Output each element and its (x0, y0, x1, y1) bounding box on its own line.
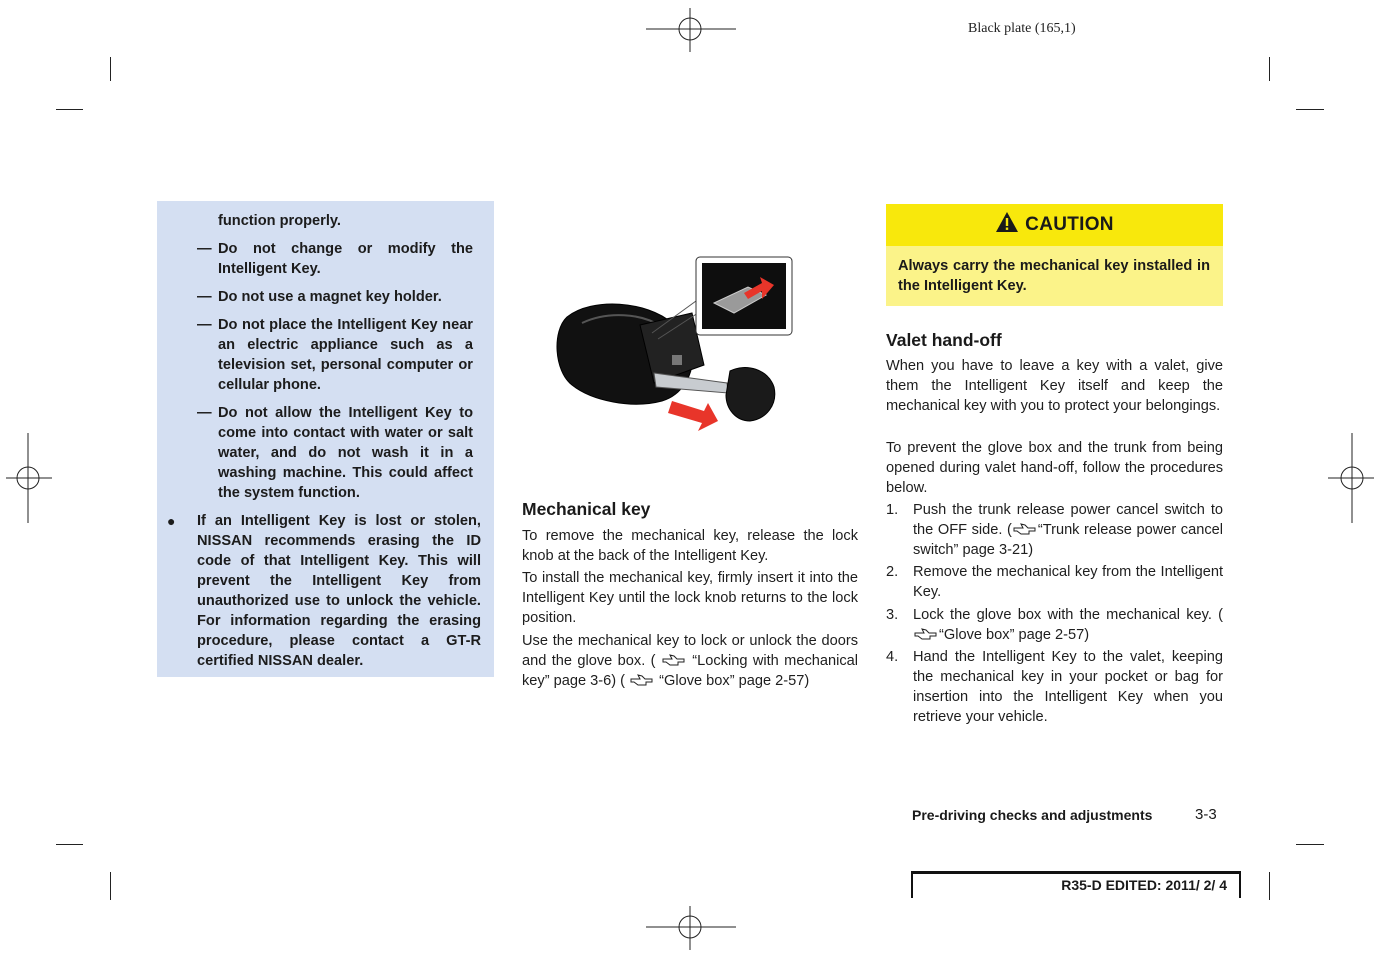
reference-link[interactable]: “Glove box” page 2-57) (659, 673, 810, 689)
plate-label: Black plate (165,1) (968, 21, 1076, 36)
registration-mark-top (646, 8, 736, 52)
footer-page-number: 3-3 (1195, 806, 1217, 823)
valet-step (886, 562, 1223, 602)
crop-mark (56, 109, 83, 110)
crop-mark (1269, 57, 1270, 81)
step-text: Hand the Intelligent Key to the valet, keeping the mechanical key in your pocket or bag for insertion into the Intelligent Key when you retrieve your vehicle. (913, 649, 1223, 725)
note-dash-item (197, 315, 473, 395)
dash-symbol: — (197, 289, 212, 305)
registration-mark-bottom (646, 906, 736, 950)
valet-step (886, 647, 1223, 727)
mechanical-key-paragraph: To remove the mechanical key, release the lock knob at the back of the Intelligent Key. (522, 528, 858, 564)
reference-link[interactable]: “Glove box” page 2-57) (939, 627, 1090, 643)
step-text: Lock the glove box with the mechanical key. ( (913, 607, 1223, 623)
note-lead-text: function properly. (218, 213, 341, 229)
crop-mark (1296, 844, 1324, 845)
caution-text: Always carry the mechanical key installed in the Intelligent Key. (898, 258, 1210, 294)
crop-mark (110, 872, 111, 900)
note-dash-item (197, 239, 473, 279)
crop-mark (110, 57, 111, 81)
crop-mark (56, 844, 83, 845)
reference-hand-icon (1012, 522, 1038, 536)
note-dash-text: Do not use a magnet key holder. (218, 289, 442, 305)
caution-header (886, 204, 1223, 246)
reference-link[interactable]: “Locking with mechanical key” page 3-6) ( (522, 653, 858, 689)
step-text: Push the trunk release power cancel switch to the OFF side. ( (913, 502, 1223, 538)
valet-heading: Valet hand-off (886, 330, 1002, 350)
note-bullet-item (167, 511, 481, 671)
note-dash-item (197, 403, 473, 503)
valet-paragraph: To prevent the glove box and the trunk from being opened during valet hand-off, follow the procedures below. (886, 440, 1223, 496)
mechanical-key-heading: Mechanical key (522, 499, 651, 519)
crop-mark (1296, 109, 1324, 110)
note-dash-item (197, 287, 473, 307)
reference-hand-icon (913, 627, 939, 641)
registration-mark-right (1328, 433, 1374, 523)
dash-symbol: — (197, 317, 212, 333)
caution-body (886, 246, 1223, 306)
step-text: Remove the mechanical key from the Intelligent Key. (913, 564, 1223, 600)
valet-step (886, 605, 1223, 645)
warning-triangle-icon (995, 211, 1019, 233)
reference-hand-icon (629, 673, 655, 687)
dash-symbol: — (197, 241, 212, 257)
step-number: 3. (886, 607, 899, 623)
note-dash-text: Do not place the Intelligent Key near an electric appliance such as a television set, personal computer or cellular phone. (218, 317, 473, 393)
pull-arrow-icon (668, 401, 718, 431)
mechanical-key-paragraph: To install the mechanical key, firmly insert it into the Intelligent Key until the lock knob returns to the lock position. (522, 570, 858, 626)
registration-mark-left (6, 433, 52, 523)
note-bullet-text: If an Intelligent Key is lost or stolen, NISSAN recommends erasing the ID code of that Intelligent Key. This will prevent the Intelligent Key from unauthorized use to unlock the vehicle. For information regarding the erasing procedure, please contact a GT-R certified NISSAN dealer. (197, 513, 481, 669)
step-number: 2. (886, 564, 899, 580)
step-number: 4. (886, 649, 899, 665)
dash-symbol: — (197, 405, 212, 421)
reference-link[interactable]: “Trunk release power cancel switch” page 3-21) (913, 522, 1223, 558)
footer-section-title: Pre-driving checks and adjustments (912, 807, 1153, 823)
step-number: 1. (886, 502, 899, 518)
bullet-symbol: ● (167, 513, 176, 529)
valet-paragraph: When you have to leave a key with a valet, give them the Intelligent Key itself and keep the mechanical key with you to protect your belongings. (886, 358, 1223, 414)
valet-step (886, 500, 1223, 560)
reference-hand-icon (661, 653, 687, 667)
mechanical-key-paragraph (522, 631, 858, 691)
note-box (157, 201, 494, 677)
mechanical-key-head (726, 368, 775, 421)
note-dash-text: Do not change or modify the Intelligent Key. (218, 241, 473, 277)
lock-knob (672, 355, 682, 365)
edited-stamp (911, 871, 1241, 898)
note-dash-text: Do not allow the Intelligent Key to come into contact with water or salt water, and do not wash it in a washing machine. This could affect the system function. (218, 405, 473, 501)
caution-title: CAUTION (1025, 214, 1114, 235)
edited-text: R35-D EDITED: 2011/ 2/ 4 (1061, 877, 1227, 893)
paragraph-text: Use the mechanical key to lock or unlock the doors and the glove box. ( (522, 633, 858, 669)
intelligent-key-illustration (522, 205, 858, 455)
crop-mark (1269, 872, 1270, 900)
